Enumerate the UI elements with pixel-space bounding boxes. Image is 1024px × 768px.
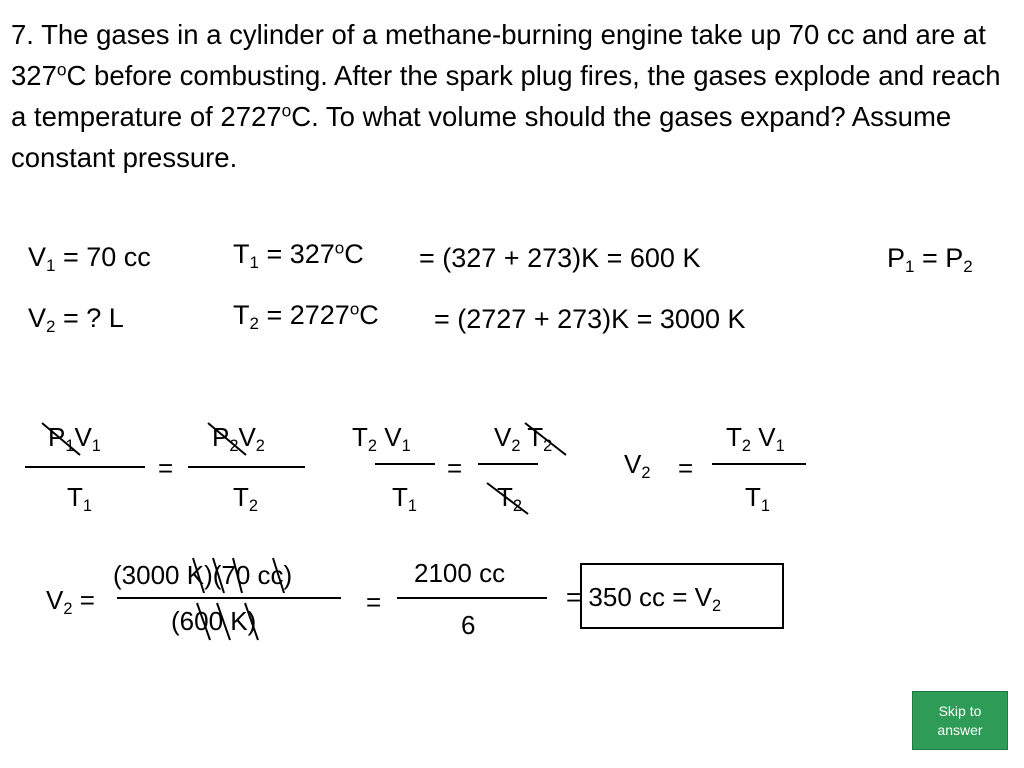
eq1-fraction-bar-right [188, 466, 305, 468]
calc-numerator: (3000 K)(70 cc) [113, 560, 293, 590]
kelvin-t1: = (327 + 273)K = 600 K [419, 243, 701, 273]
eq2-equals: = [447, 453, 463, 483]
eq2-denominator-left: $T_1$ [392, 482, 417, 515]
calc-result: = 350 cc = $V_2$ [566, 582, 722, 615]
skip-button-line-2: answer [937, 721, 983, 738]
calc-lhs: $V_2$ = [46, 585, 95, 618]
eq2-denominator-right: $T_2$ [497, 482, 522, 515]
eq1-denominator-right: $T_2$ [233, 482, 258, 515]
eq3-fraction-bar [712, 463, 806, 465]
eq2-fraction-bar-left [375, 463, 435, 465]
eq2-numerator-left: $T_2$ $V_1$ [352, 422, 411, 455]
skip-to-answer-button[interactable] [912, 691, 1008, 750]
given-v1: $V_1 = 70$ cc [28, 242, 151, 276]
eq1-numerator-right: $P_2V_2$ [212, 422, 265, 455]
eq3-lhs: $V_2$ [624, 449, 651, 482]
given-t2: $T_2 = 2727^oC$ [233, 299, 379, 334]
given-v2: $V_2$ = ? L [28, 303, 124, 337]
calc-fraction-bar-2 [397, 597, 547, 599]
eq1-fraction-bar-left [25, 466, 145, 468]
calc-denominator-2: 6 [461, 610, 476, 640]
calc-equals: = [366, 587, 382, 617]
problem-statement: 7. The gases in a cylinder of a methane-burning engine take up 70 cc and are at 327$^o$C before combusting. After the spark plug fires, the gases explode and reach a temperature of 2727$^o$C. To what volume should the gases expand? Assume constant pressure. [11, 19, 1001, 173]
skip-button-line-1: Skip to [938, 702, 982, 719]
calc-denominator: (600 K) [171, 606, 257, 636]
calc-fraction-bar [117, 597, 341, 599]
eq3-numerator: $T_2$ $V_1$ [726, 422, 785, 455]
eq1-numerator-left: $P_1V_1$ [48, 422, 101, 455]
given-pressure: $P_1 = P_2$ [887, 243, 973, 277]
kelvin-t2: = (2727 + 273)K = 3000 K [434, 304, 746, 334]
given-t1: $T_1 = 327^oC$ [233, 238, 364, 273]
eq1-denominator-left: $T_1$ [67, 482, 92, 515]
calc-numerator-2: 2100 cc [414, 558, 506, 588]
eq1-equals: = [158, 453, 174, 483]
eq2-fraction-bar-right [478, 463, 538, 465]
eq3-equals: = [678, 453, 694, 483]
eq2-numerator-right: $V_2$ $T_2$ [494, 422, 553, 455]
eq3-denominator: $T_1$ [745, 482, 770, 515]
problem-number: 7. [11, 19, 34, 50]
